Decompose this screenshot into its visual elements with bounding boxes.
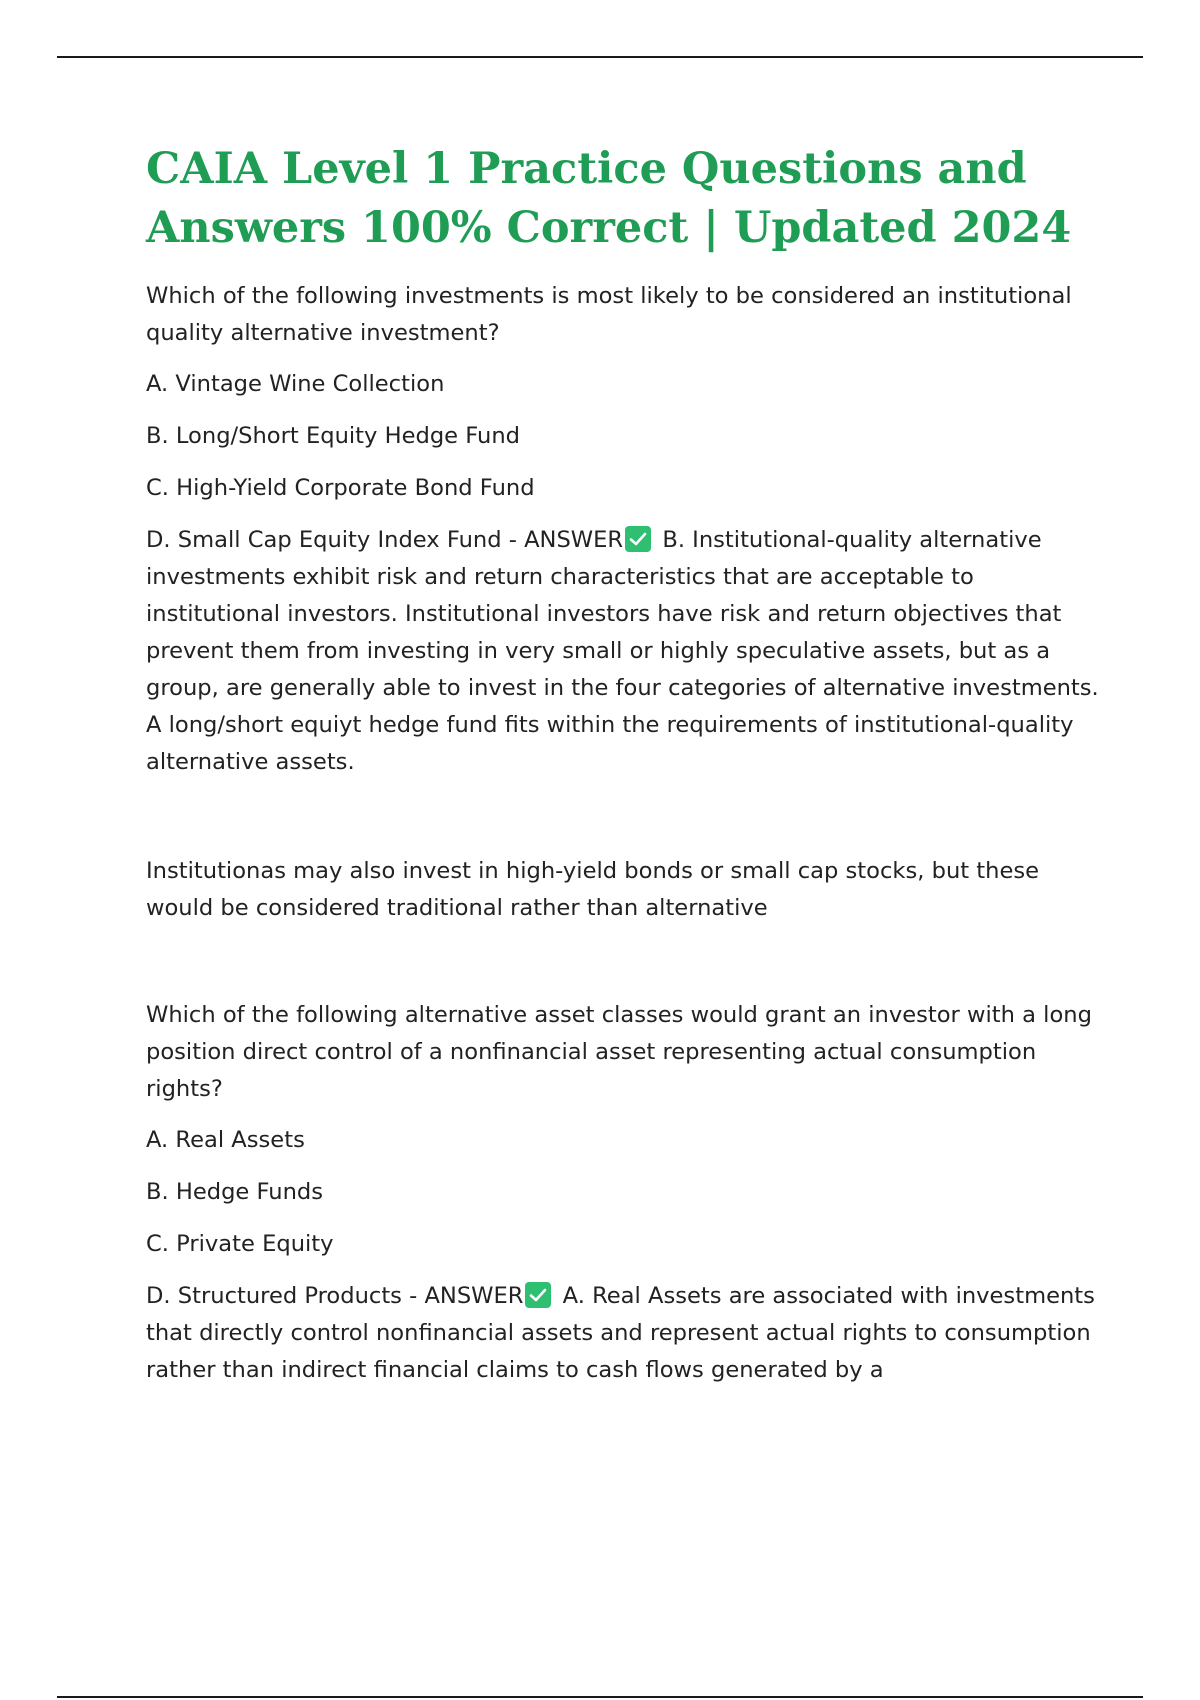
- question-text: Which of the following investments is most likely to be considered an institutional quality alternative investment?: [146, 283, 1072, 346]
- option-a: A. Vintage Wine Collection: [146, 371, 445, 397]
- option-a: A. Real Assets: [146, 1127, 305, 1153]
- check-mark-icon: [525, 1282, 551, 1308]
- option-b: B. Long/Short Equity Hedge Fund: [146, 423, 520, 449]
- question-block-1: [146, 278, 1106, 927]
- answer-paragraph: [146, 522, 1106, 781]
- answer-explanation: A. Real Assets are associated with investments that directly control nonfinancial assets and represent actual rights to consumption rather than indirect financial claims to cash flows generated by a: [146, 1283, 1095, 1383]
- answer-paragraph: [146, 1278, 1106, 1389]
- option-b: B. Hedge Funds: [146, 1179, 324, 1205]
- option-d: D. Small Cap Equity Index Fund - ANSWER: [146, 527, 624, 553]
- answer-note: Institutionas may also invest in high-yield bonds or small cap stocks, but these would be considered traditional rather than alternative: [146, 858, 1040, 921]
- answer-explanation: B. Institutional-quality alternative investments exhibit risk and return characteristics that are acceptable to institutional investors. Institutional investors have risk and return objectives that prevent them from investing in very small or highly speculative assets, but as a group, are generally able to invest in the four categories of alternative investments. A long/short equiyt hedge fund fits within the requirements of institutional-quality alternative assets.: [146, 527, 1099, 775]
- document-body: [146, 140, 1106, 1389]
- bottom-divider: [57, 1696, 1143, 1698]
- option-c: C. High-Yield Corporate Bond Fund: [146, 475, 535, 501]
- question-block-2: [146, 997, 1106, 1389]
- question-text: Which of the following alternative asset classes would grant an investor with a long position direct control of a nonfinancial asset representing actual consumption rights?: [146, 1002, 1092, 1102]
- option-c: C. Private Equity: [146, 1231, 334, 1257]
- page-title: CAIA Level 1 Practice Questions and Answers 100% Correct | Updated 2024: [146, 144, 1072, 253]
- option-d: D. Structured Products - ANSWER: [146, 1283, 524, 1309]
- top-divider: [57, 56, 1143, 58]
- check-mark-icon: [625, 526, 651, 552]
